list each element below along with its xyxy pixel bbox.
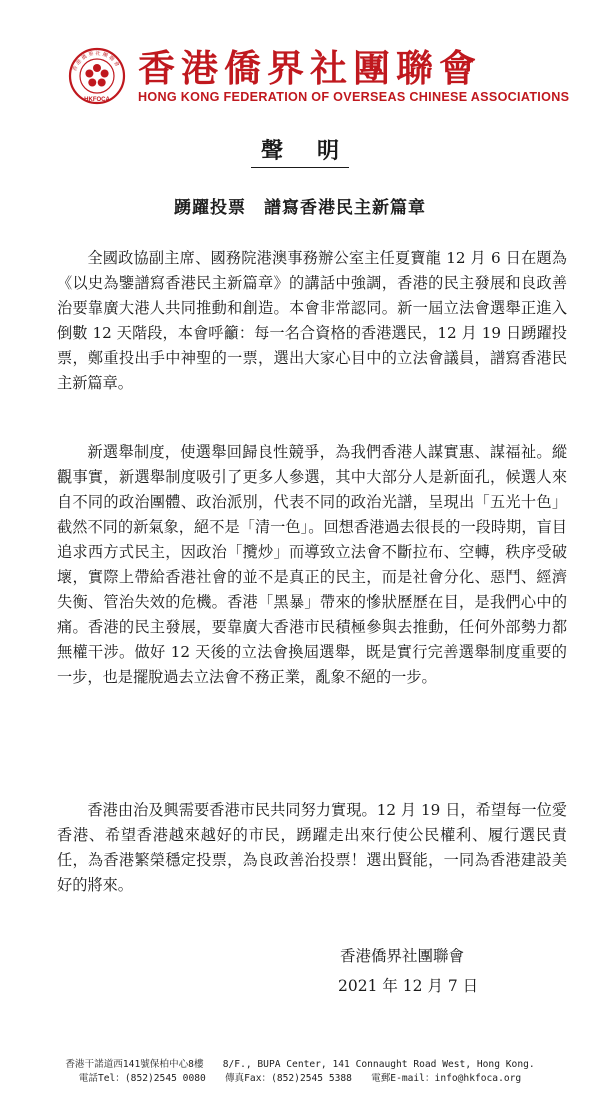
paragraph-3: 香港由治及興需要香港市民共同努力實現。12 月 19 日，希望每一位愛香港、希望香港越來越好的市民，踴躍走出來行使公民權利、履行選民責任，為香港繁榮穩定投票，為良政善治投票！選出賢能，一同為香港建設美好的將來。 xyxy=(57,801,567,894)
notice-title-char-1: 聲 xyxy=(260,138,287,164)
hkfoca-logo-icon xyxy=(66,46,128,108)
org-name-en: HONG KONG FEDERATION OF OVERSEAS CHINESE ASSOCIATIONS xyxy=(138,90,570,104)
notice-title-char-2: 明 xyxy=(317,138,344,164)
headline: 踴躍投票 譜寫香港民主新篇章 xyxy=(174,198,426,218)
paragraph-2: 新選舉制度，使選舉回歸良性競爭，為我們香港人謀實惠、謀福祉。縱觀事實，新選舉制度吸引了更多人參選，其中大部分人是新面孔，候選人來自不同的政治團體、政治派別，代表不同的政治光譜，呈現出「五光十色」截然不同的新氣象，絕不是「清一色」。回想香港過去很長的一段時期，盲目追求西方式民主，因政治「攬炒」而導致立法會不斷拉布、空轉，秩序受破壞，實際上帶給香港社會的並不是真正的民主，而是社會分化、惡鬥、經濟失衡、管治失效的危機。香港「黑暴」帶來的慘狀歷歷在目，是我們心中的痛。香港的民主發展，要靠廣大香港市民積極參與去推動，任何外部勢力都無權干涉。做好 12 天後的立法會換屆選舉，既是實行完善選舉制度重要的一步，也是擺脫過去立法會不務正業，亂象不絕的一步。 xyxy=(57,443,567,686)
signature-org: 香港僑界社團聯會 xyxy=(340,947,465,965)
letterhead xyxy=(66,46,570,108)
footer-address: 香港干諾道西141號保柏中心8樓 8/F., BUPA Center, 141 Connaught Road West, Hong Kong. xyxy=(65,1059,535,1070)
notice-title xyxy=(0,134,600,165)
footer-contact: 電話Tel：(852)2545 0080 傳真Fax：(852)2545 5388 電郵E-mail：info@hkfoca.org xyxy=(78,1073,522,1084)
svg-text:香港僑界社團聯會: 香港僑界社團聯會 xyxy=(71,50,121,73)
logo-abbr: HKFOCA xyxy=(84,97,110,103)
paragraph-1: 全國政協副主席、國務院港澳事務辦公室主任夏寶龍 12 月 6 日在題為《以史為鑒譜寫香港民主新篇章》的講話中強調，香港的民主發展和良政善治要靠廣大港人共同推動和創造。本會非常認同。新一屆立法會選舉正進入倒數 12 天階段，本會呼籲：每一名合資格的香港選民，12 月 19 日踴躍投票，鄭重投出手中神聖的一票，選出大家心目中的立法會議員，譜寫香港民主新篇章。 xyxy=(57,249,567,392)
org-name-zh: 香港僑界社團聯會 xyxy=(138,46,482,90)
signature-date: 2021 年 12 月 7 日 xyxy=(338,977,479,995)
